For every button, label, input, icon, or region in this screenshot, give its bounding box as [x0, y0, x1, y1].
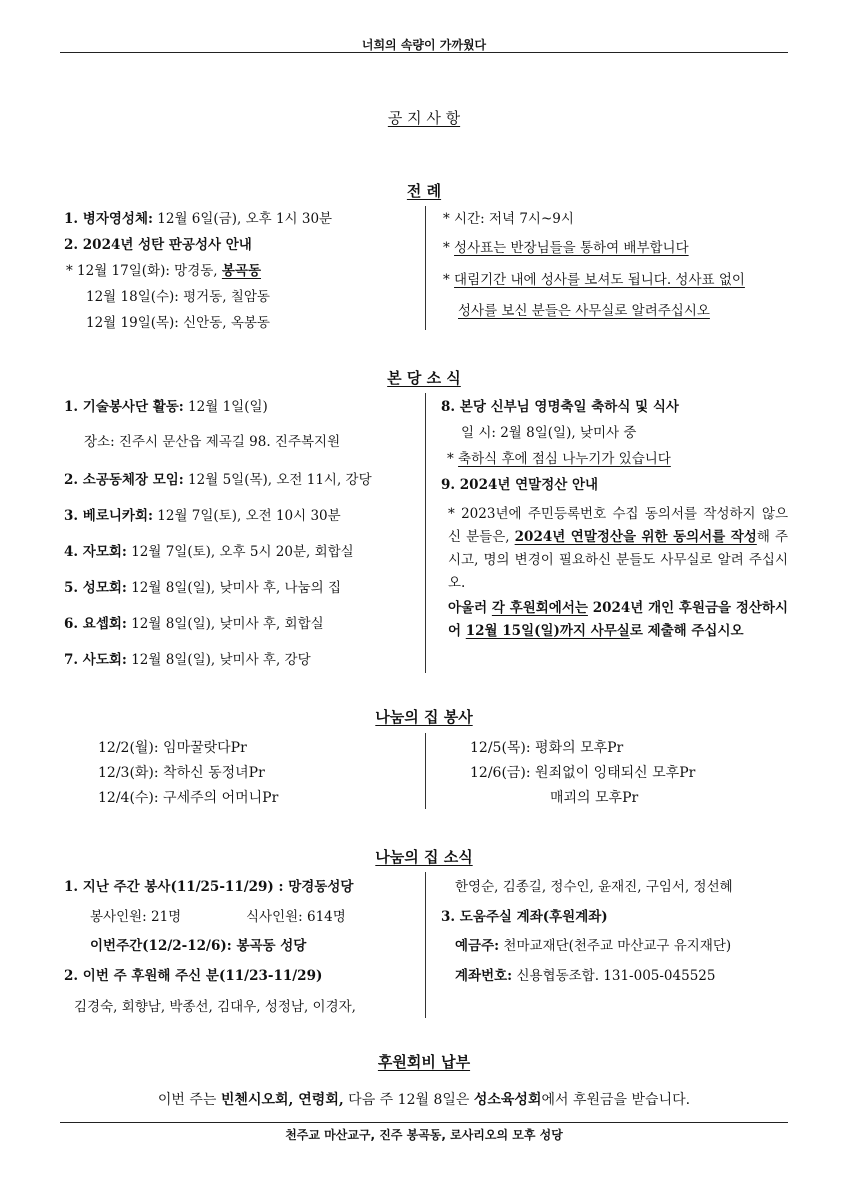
liturgy-note-time: * 시간: 저녁 7시~9시: [443, 211, 574, 227]
footer-rule: [60, 1122, 788, 1123]
parish-item-9-donation-notice: 아울러 각 후원회에서는 2024년 개인 후원금을 정산하시어 12월 15일(일)까지 사무실로 제출해 주십시오: [448, 600, 788, 639]
parish-item-3: 3. 베로니카회: 12월 7일(토), 오전 10시 30분: [64, 508, 341, 524]
house-news-last-week: 1. 지난 주간 봉사(11/25-11/29) : 망경동성당: [64, 879, 354, 895]
house-news-meals: 식사인원: 614명: [246, 909, 346, 925]
house-news-heading: 나눔의 집 소식: [375, 848, 473, 866]
dues-notice: 이번 주는 빈첸시오회, 연령회, 다음 주 12월 8일은 성소육성회에서 후원금을 받습니다.: [157, 1092, 691, 1108]
house-service-mon: 12/2(월): 임마꿀랏다Pr: [98, 740, 247, 756]
liturgy-note-advent-1: * 대림기간 내에 성사를 보셔도 됩니다. 성사표 없이: [443, 272, 745, 288]
house-news-account-number: 계좌번호: 신용협동조합. 131-005-045525: [455, 968, 716, 984]
parish-heading: 본 당 소 식: [387, 369, 461, 387]
house-service-wed: 12/4(수): 구세주의 어머니Pr: [98, 790, 279, 806]
liturgy-note-ticket: * 성사표는 반장님들을 통하여 배부합니다: [443, 240, 689, 256]
column-divider: [425, 733, 426, 809]
dues-heading: 후원회비 납부: [377, 1053, 471, 1071]
page-title: 공 지 사 항: [387, 109, 461, 127]
liturgy-item-2-line-3: 12월 19일(목): 신안동, 옥봉동: [86, 315, 270, 331]
house-news-this-week: 이번주간(12/2-12/6): 봉곡동 성당: [90, 938, 307, 954]
column-divider: [425, 206, 426, 330]
parish-item-8-note: * 축하식 후에 점심 나누기가 있습니다: [447, 451, 671, 467]
house-news-donors-1: 김경숙, 회향남, 박종선, 김대우, 성정남, 이경자,: [74, 999, 356, 1015]
liturgy-item-2-line-2: 12월 18일(수): 평거동, 칠암동: [86, 289, 270, 305]
header-rule: [60, 52, 788, 53]
liturgy-item-1: 1. 병자영성체: 12월 6일(금), 오후 1시 30분: [64, 211, 333, 227]
parish-item-7: 7. 사도회: 12월 8일(일), 낮미사 후, 강당: [64, 652, 311, 668]
house-news-account-holder: 예금주: 천마교재단(천주교 마산교구 유지재단): [455, 938, 732, 954]
house-news-account-heading: 3. 도움주실 계좌(후원계좌): [441, 909, 608, 925]
page-header: 너희의 속량이 가까웠다: [361, 38, 487, 52]
parish-item-1-place: 장소: 진주시 문산읍 제곡길 98. 진주복지원: [84, 434, 341, 450]
liturgy-heading: 전 례: [406, 182, 442, 200]
liturgy-item-2: 2. 2024년 성탄 판공성사 안내: [64, 237, 252, 253]
house-service-fri-2: 매괴의 모후Pr: [550, 790, 639, 806]
house-service-fri: 12/6(금): 원죄없이 잉태되신 모후Pr: [470, 765, 696, 781]
house-service-tue: 12/3(화): 착하신 동정녀Pr: [98, 765, 265, 781]
liturgy-item-2-line-1: * 12월 17일(화): 망경동, 봉곡동: [66, 263, 262, 279]
parish-item-5: 5. 성모회: 12월 8일(일), 낮미사 후, 나눔의 집: [64, 580, 341, 596]
house-news-donors-heading: 2. 이번 주 후원해 주신 분(11/23-11/29): [64, 968, 323, 984]
parish-item-9-notice: * 2023년에 주민등록번호 수집 동의서를 작성하지 않으신 분들은, 2024년 연말정산을 위한 동의서를 작성해 주시고, 명의 변경이 필요하신 분들도 사무실로 알려 주십시오.: [448, 506, 789, 591]
house-news-donors-2: 한영순, 김종길, 정수인, 윤재진, 구임서, 정선혜: [455, 879, 733, 895]
parish-item-8-time: 일 시: 2월 8일(일), 낮미사 중: [461, 425, 637, 441]
parish-item-4: 4. 자모회: 12월 7일(토), 오후 5시 20분, 회합실: [64, 544, 354, 560]
page-footer: 천주교 마산교구, 진주 봉곡동, 로사리오의 모후 성당: [285, 1128, 563, 1142]
parish-item-6: 6. 요셉회: 12월 8일(일), 낮미사 후, 회합실: [64, 616, 324, 632]
house-service-heading: 나눔의 집 봉사: [375, 708, 473, 726]
column-divider: [425, 872, 426, 1018]
parish-item-8: 8. 본당 신부님 영명축일 축하식 및 식사: [441, 399, 679, 415]
house-service-thu: 12/5(목): 평화의 모후Pr: [470, 740, 624, 756]
parish-item-2: 2. 소공동체장 모임: 12월 5일(목), 오전 11시, 강당: [64, 472, 372, 488]
parish-item-9: 9. 2024년 연말정산 안내: [441, 477, 599, 493]
parish-item-1: 1. 기술봉사단 활동: 12월 1일(일): [64, 399, 268, 415]
house-news-volunteers: 봉사인원: 21명: [90, 909, 182, 925]
column-divider: [425, 393, 426, 673]
liturgy-note-advent-2: 성사를 보신 분들은 사무실로 알려주십시오: [458, 303, 710, 319]
